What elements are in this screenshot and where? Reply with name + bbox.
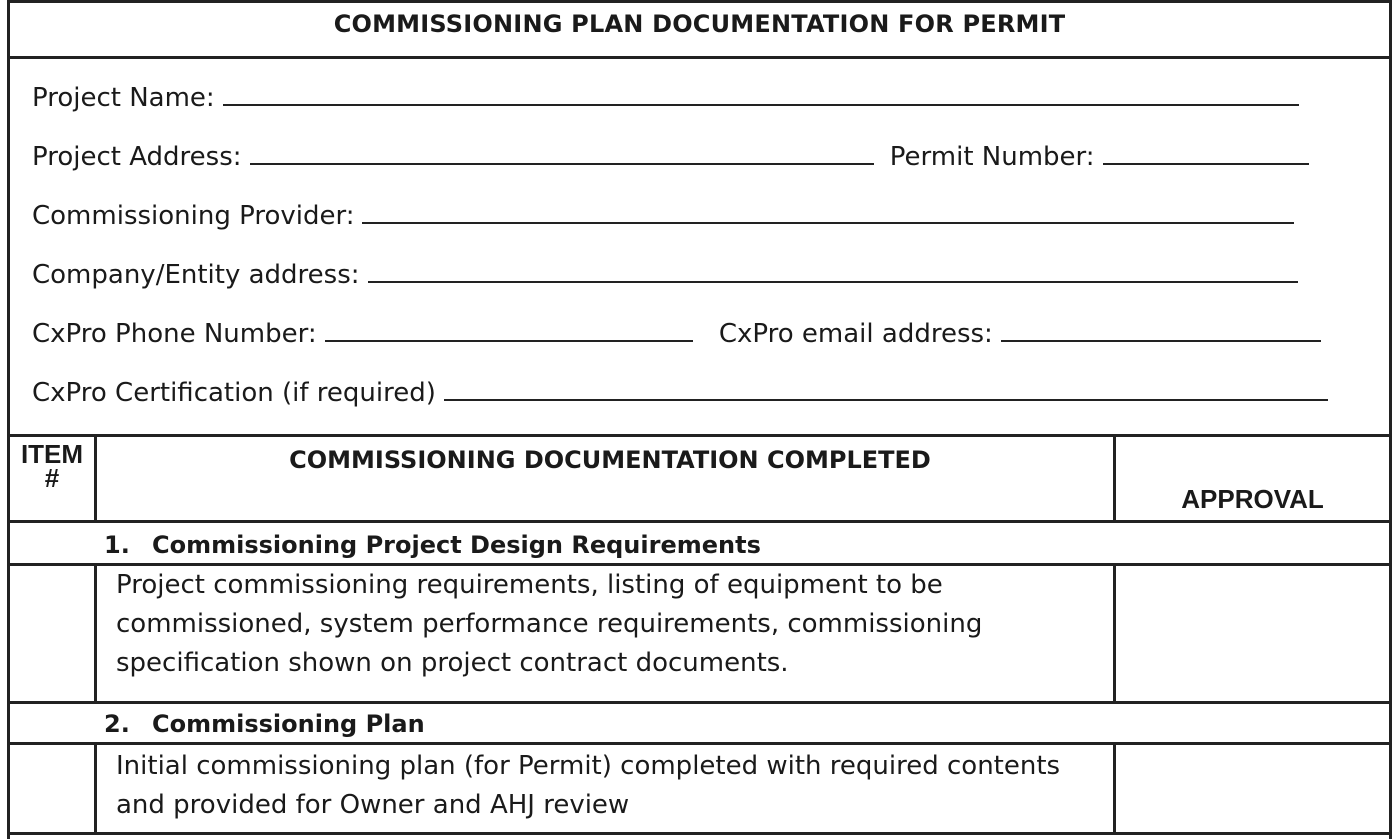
permit-number-label: Permit Number: (889, 142, 1095, 172)
header-divider (10, 520, 1389, 523)
cxpro-certification-field[interactable] (444, 377, 1328, 401)
col-divider-item-row-1 (94, 565, 97, 703)
project-name-label: Project Name: (32, 83, 215, 113)
cxpro-certification-row (32, 376, 1328, 410)
form-title: COMMISSIONING PLAN DOCUMENTATION FOR PERMIT (333, 10, 1066, 38)
project-name-row (32, 81, 1299, 115)
section-2-heading (104, 708, 425, 740)
row-1-divider (10, 701, 1389, 704)
commissioning-provider-label: Commissioning Provider: (32, 201, 355, 231)
cxpro-email-label: CxPro email address: (718, 319, 993, 349)
documentation-header: COMMISSIONING DOCUMENTATION COMPLETED (289, 446, 931, 474)
row-2-divider (10, 832, 1389, 835)
col-divider-item-row-2 (94, 744, 97, 834)
company-address-field[interactable] (368, 259, 1298, 283)
section-2-description: Initial commissioning plan (for Permit) completed with required contents and provided for Owner and AHJ review (116, 751, 1061, 820)
approval-header: APPROVAL (1181, 484, 1324, 514)
commissioning-provider-row (32, 199, 1294, 233)
section-1-title: Commissioning Project Design Requirements (152, 531, 761, 559)
cxpro-phone-label: CxPro Phone Number: (32, 319, 317, 349)
cxpro-contact-row (32, 317, 1321, 351)
section-2-title: Commissioning Plan (152, 710, 425, 738)
section-2-approval-cell[interactable] (1116, 745, 1389, 832)
project-address-field[interactable] (250, 141, 874, 165)
section-2-number: 2. (104, 710, 130, 738)
project-address-label: Project Address: (32, 142, 242, 172)
fields-divider (10, 434, 1389, 437)
cxpro-certification-label: CxPro Certification (if required) (32, 378, 436, 408)
project-name-field[interactable] (223, 82, 1299, 106)
commissioning-form (7, 0, 1392, 839)
project-address-row (32, 140, 1309, 174)
permit-number-field[interactable] (1103, 141, 1309, 165)
section-1-number: 1. (104, 531, 130, 559)
title-divider (10, 56, 1389, 59)
company-address-row (32, 258, 1298, 292)
cxpro-email-field[interactable] (1001, 318, 1321, 342)
section-1-approval-cell[interactable] (1116, 566, 1389, 701)
col-divider-item-header (94, 436, 97, 522)
company-address-label: Company/Entity address: (32, 260, 360, 290)
section-1-heading (104, 529, 761, 561)
item-number-header: ITEM # (20, 439, 84, 493)
section-1-description: Project commissioning requirements, listing of equipment to be commissioned, system performance requirements, commissioning specification shown on project contract documents. (116, 570, 983, 678)
commissioning-provider-field[interactable] (362, 200, 1294, 224)
cxpro-phone-field[interactable] (325, 318, 693, 342)
